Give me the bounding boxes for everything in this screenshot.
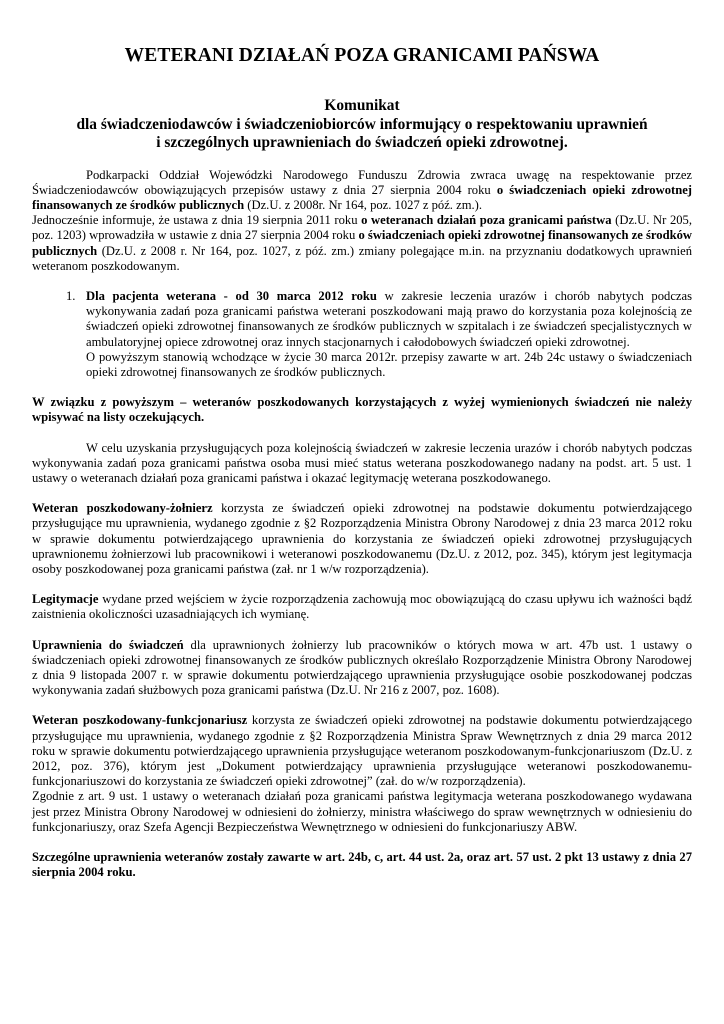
officer-veteran-text: korzysta ze świadczeń opieki zdrowotnej na podstawie dokumentu potwierdzającego przysługujące mu uprawnienia, wydanego zgodnie z §2 Rozporządzenia Ministra Spraw Wewnętrznych z dnia 29 marca 2012 roku w sprawie dokumentu potwierdzającego uprawnienia przysługujące weteranom poszkodowanym-funkcjonariuszom (Dz.U. z 2012, poz. 376), którym jest „Dokument potwierdzający uprawnienia przysługujące weteranowi poszkodowanemu-funkcjonariuszowi do korzystania ze świadczeń opieki zdrowotnej” (zał. do w/w rozporządzenia).	[32, 713, 693, 789]
entitlements-text: dla uprawnionych żołnierzy lub pracowników o których mowa w art. 47b ust. 1 ustawy o świadczeniach opieki zdrowotnej finansowanych ze środków publicznych określało Rozporządzenie Ministra Obrony Narodowej z dnia 9 listopada 2007 r. w sprawie dokumentu potwierdzającego uprawnienia przysługujące osobie poszkodowanej podczas wykonywania zadań służbowych poza granicami państwa (Dz.U. Nr 216 z 2007, poz. 1608).	[32, 637, 692, 698]
id-cards-paragraph	[32, 592, 692, 622]
soldier-veteran-paragraph	[32, 501, 692, 577]
intro-p1-text: Podkarpacki Oddział Wojewódzki Narodowego Funduszu Zdrowia zwraca uwagę na respektowanie przez Świadczeniodawców obowiązujących przepisów ustawy z dnia 27 sierpnia 2004 roku	[32, 167, 692, 197]
id-cards-text: wydane przed wejściem w życie rozporządzenia zachowują moc obowiązującą do czasu upływu ich ważności bądź zaistnienia okoliczności uzasadniających ich wymianę.	[32, 592, 692, 622]
numbered-list	[32, 289, 692, 380]
warning-text: W związku z powyższym – weteranów poszkodowanych korzystających z wyżej wymienionych świadczeń nie należy wpisywać na listy oczekujących.	[32, 395, 692, 425]
page-title: WETERANI DZIAŁAŃ POZA GRANICAMI PAŃSWA	[124, 45, 600, 66]
closing-paragraph	[32, 850, 692, 880]
intro-p2-text-3: (Dz.U. z 2008 r. Nr 164, poz. 1027, z póź. zm.) zmiany polegające m.in. na przyznaniu dodatkowych uprawnień weteranom poszkodowanym.	[32, 243, 692, 273]
list-item-text: w zakresie leczenia urazów i chorób nabytych podczas wykonywania zadań poza granicami państwa weterani poszkodowani mają prawo do korzystania poza kolejnością ze świadczeń opieki zdrowotnej finansowanych ze środków publicznych w szpitalach i ze świadczeń specjalistycznych w ambulatoryjnej opiece zdrowotnej oraz innych stacjonarnych i całodobowych świadczeń opieki zdrowotnej.	[86, 288, 692, 349]
officer-veteran-heading: Weteran poszkodowany-funkcjonariusz	[32, 713, 248, 728]
entitlements-paragraph	[32, 638, 692, 699]
requirements-paragraph: W celu uzyskania przysługujących poza kolejnością świadczeń w zakresie leczenia urazów i chorób nabytych podczas wykonywania zadań poza granicami państwa osoba musi mieć status weterana poszkodowanego nadany na podst. art. 5 ust. 1 ustawy o weteranach działań poza granicami państwa i okazać legitymację weterana poszkodowanego.	[32, 440, 692, 485]
intro-p2-act-title-2: o świadczeniach opieki zdrowotnej finansowanych ze środków publicznych	[32, 228, 692, 258]
announcement-subtitle-line-1: dla świadczeniodawców i świadczeniobiorców informujący o respektowaniu uprawnień	[76, 115, 648, 133]
entitlements-heading: Uprawnienia do świadczeń	[32, 637, 184, 652]
intro-p2-text-2: (Dz.U. Nr 205, poz. 1203) wprowadziła w ustawie z dnia 27 sierpnia 2004 roku	[32, 213, 692, 243]
intro-p2-act-title: o weteranach działań poza granicami państwa	[361, 213, 612, 228]
intro-p1-act-title: o świadczeniach opieki zdrowotnej finansowanych ze środków publicznych	[32, 182, 692, 212]
intro-p1-citation: (Dz.U. z 2008r. Nr 164, poz. 1027 z póź. zm.).	[244, 197, 482, 212]
announcement-heading: Komunikat	[324, 97, 400, 114]
officer-veteran-paragraph	[32, 713, 692, 789]
id-cards-heading: Legitymacje	[32, 592, 99, 607]
list-item-note: O powyższym stanowią wchodzące w życie 30 marca 2012r. przepisy zawarte w art. 24b 24c ustawy o świadczeniach opieki zdrowotnej finansowanych ze środków publicznych.	[86, 349, 692, 379]
list-item	[32, 289, 692, 380]
intro-paragraph-2	[32, 213, 692, 274]
closing-text: Szczególne uprawnienia weteranów zostały zawarte w art. 24b, c, art. 44 ust. 2a, oraz art. 57 ust. 2 pkt 13 ustawy z dnia 27 sierpnia 2004 roku.	[32, 850, 692, 880]
soldier-veteran-heading: Weteran poszkodowany-żołnierz	[32, 501, 213, 516]
list-item-number: 1.	[66, 288, 76, 303]
intro-paragraph-1	[32, 168, 692, 214]
warning-paragraph	[32, 395, 692, 425]
soldier-veteran-text: korzysta ze świadczeń opieki zdrowotnej na podstawie dokumentu potwierdzającego przysługujące mu uprawnienia, wydanego zgodnie z §2 Rozporządzenia Ministra Obrony Narodowej z dnia 23 marca 2012 roku w sprawie dokumentu potwierdzającego uprawnienia do korzystania ze świadczeń opieki zdrowotnej przysługujących uprawnionemu żołnierzowi lub pracownikowi i weteranowi poszkodowanemu (Dz.U. z 2012, poz. 345), którym jest legitymacja osoby poszkodowanej poza granicami państwa (zał. nr 1 w/w rozporządzenia).	[32, 501, 692, 576]
intro-p2-text: Jednocześnie informuje, że ustawa z dnia 19 sierpnia 2011 roku	[32, 213, 362, 228]
announcement-subtitle-line-2: i szczególnych uprawnieniach do świadczeń opieki zdrowotnej.	[156, 134, 568, 151]
list-item-heading: Dla pacjenta weterana - od 30 marca 2012 roku	[86, 288, 377, 303]
issuer-paragraph: Zgodnie z art. 9 ust. 1 ustawy o weteranach działań poza granicami państwa legitymacja weterana poszkodowanego wydawana jest przez Ministra Obrony Narodowej w odniesieni do żołnierzy, ministra właściwego do spraw wewnętrznych w odniesieniu do funkcjonariuszy, oraz Szefa Agencji Bezpieczeństwa Wewnętrznego w odniesieni do funkcjonariuszy ABW.	[32, 789, 692, 834]
